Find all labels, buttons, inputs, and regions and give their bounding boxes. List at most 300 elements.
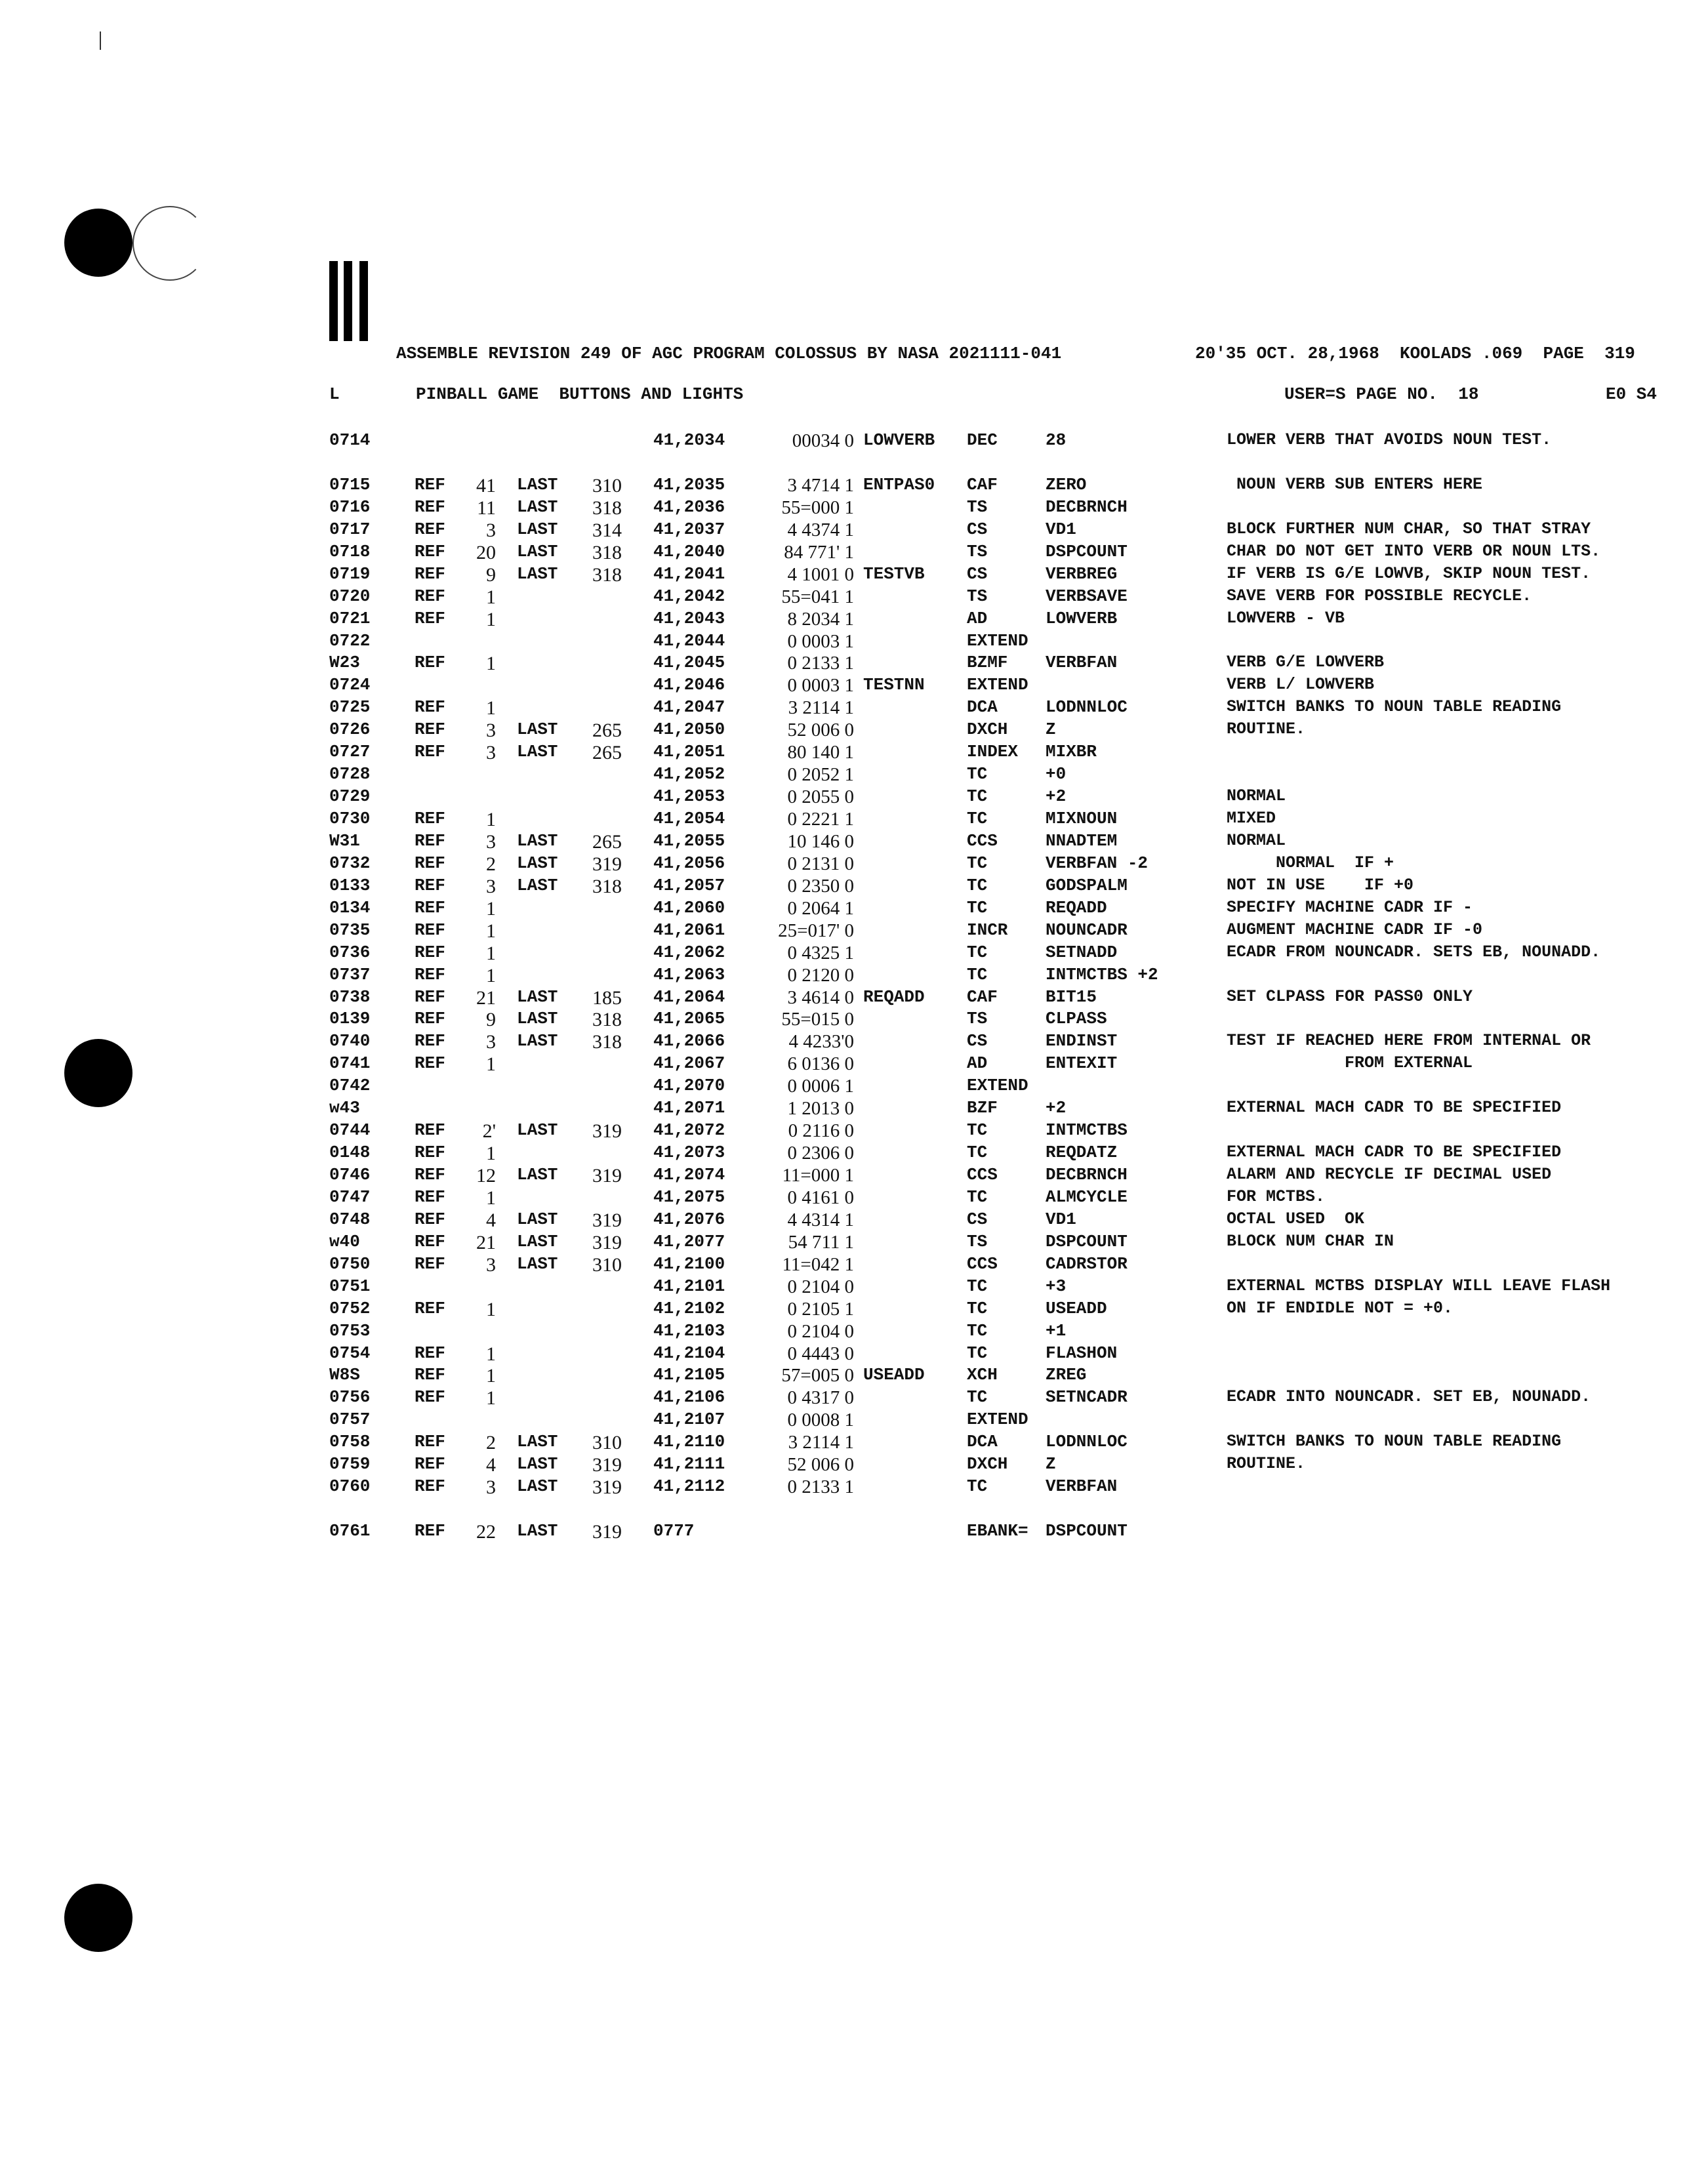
opcode: TC (967, 1343, 988, 1363)
listing-row (0, 1299, 1708, 1321)
line-number: 0742 (329, 1076, 371, 1096)
ref-count: 2 (486, 853, 496, 875)
last-marker: LAST (517, 875, 558, 895)
opcode: CCS (967, 1253, 998, 1274)
address: 41,2111 (653, 1454, 725, 1474)
line-number: 0139 (329, 1009, 371, 1029)
address: 41,2112 (653, 1476, 725, 1497)
section-marker: L (329, 384, 340, 404)
ref-marker: REF (415, 875, 445, 895)
listing-row (0, 586, 1708, 609)
ref-marker: REF (415, 608, 445, 628)
last-marker: LAST (517, 1165, 558, 1185)
line-number: 0752 (329, 1298, 371, 1318)
line-number: 0722 (329, 630, 371, 651)
operand: REQDATZ (1046, 1143, 1118, 1163)
address: 41,2041 (653, 563, 725, 584)
listing-row (0, 1009, 1708, 1031)
ref-marker: REF (415, 1187, 445, 1207)
address: 41,2075 (653, 1187, 725, 1207)
punch-hole-ring (132, 206, 207, 281)
line-number: 0738 (329, 986, 371, 1007)
operand: SETNADD (1046, 942, 1118, 962)
listing-row (0, 1343, 1708, 1366)
ref-marker: REF (415, 1253, 445, 1274)
assembly-listing (0, 430, 1708, 1543)
listing-row (0, 1209, 1708, 1232)
opcode: TC (967, 964, 988, 984)
last-page: 265 (592, 720, 622, 742)
listing-row (0, 542, 1708, 564)
opcode: CS (967, 519, 988, 539)
operand: SETNCADR (1046, 1387, 1128, 1408)
address: 41,2057 (653, 875, 725, 895)
opcode: DCA (967, 697, 998, 718)
comment: AUGMENT MACHINE CADR IF -0 (1227, 920, 1483, 939)
comment: ROUTINE. (1227, 1454, 1306, 1474)
operand: ENTEXIT (1046, 1053, 1118, 1074)
comment: FROM EXTERNAL (1227, 1053, 1473, 1073)
operand: VERBSAVE (1046, 586, 1128, 606)
octal-code: 0 2120 0 (787, 964, 854, 986)
line-number: 0718 (329, 541, 371, 561)
line-number: 0740 (329, 1031, 371, 1051)
ref-marker: REF (415, 920, 445, 940)
listing-row (0, 430, 1708, 453)
last-page: 319 (592, 1209, 622, 1231)
comment: OCTAL USED OK (1227, 1209, 1365, 1228)
last-marker: LAST (517, 1454, 558, 1474)
octal-code: 0 2306 0 (787, 1143, 854, 1164)
opcode: TC (967, 1187, 988, 1207)
comment: ALARM AND RECYCLE IF DECIMAL USED (1227, 1165, 1552, 1184)
opcode: TC (967, 786, 988, 807)
ref-count: 3 (486, 1031, 496, 1053)
octal-code: 3 4714 1 (787, 474, 854, 496)
ref-count: 1 (486, 608, 496, 630)
address: 41,2106 (653, 1387, 725, 1408)
label: USEADD (863, 1365, 925, 1385)
operand: Z (1046, 720, 1056, 740)
comment: CHAR DO NOT GET INTO VERB OR NOUN LTS. (1227, 541, 1601, 561)
opcode: TC (967, 764, 988, 784)
last-marker: LAST (517, 1231, 558, 1251)
operand: DECBRNCH (1046, 1165, 1128, 1185)
line-number: 0746 (329, 1165, 371, 1185)
operand: LODNNLOC (1046, 1432, 1128, 1452)
ref-count: 3 (486, 875, 496, 897)
operand: +2 (1046, 786, 1067, 807)
octal-code: 0 4443 0 (787, 1343, 854, 1364)
address: 41,2104 (653, 1343, 725, 1363)
operand: LOWVERB (1046, 608, 1118, 628)
listing-row (0, 853, 1708, 876)
octal-code: 0 2116 0 (788, 1120, 854, 1142)
address: 41,2060 (653, 897, 725, 918)
ref-marker: REF (415, 519, 445, 539)
listing-row (0, 475, 1708, 497)
operand: REQADD (1046, 897, 1107, 918)
ref-count: 9 (486, 1009, 496, 1031)
ref-count: 4 (486, 1454, 496, 1476)
listing-row (0, 697, 1708, 720)
opcode: TC (967, 875, 988, 895)
opcode: TC (967, 809, 988, 828)
octal-code: 52 006 0 (787, 1454, 854, 1476)
ref-count: 1 (486, 1187, 496, 1209)
octal-code: 0 2350 0 (787, 875, 854, 897)
punch-hole-top (64, 209, 132, 277)
ref-marker: REF (415, 1365, 445, 1385)
comment: BLOCK NUM CHAR IN (1227, 1231, 1394, 1251)
octal-code: 10 146 0 (787, 830, 854, 852)
operand: GODSPALM (1046, 875, 1128, 895)
opcode: INCR (967, 920, 1008, 940)
last-marker: LAST (517, 1031, 558, 1051)
address: 41,2074 (653, 1165, 725, 1185)
last-page: 319 (592, 1521, 622, 1543)
address: 41,2053 (653, 786, 725, 807)
operand: Z (1046, 1454, 1056, 1474)
opcode: INDEX (967, 742, 1019, 762)
comment: LOWVERB - VB (1227, 608, 1345, 628)
line-number: 0715 (329, 474, 371, 495)
opcode: TC (967, 942, 988, 962)
last-page: 185 (592, 986, 622, 1009)
octal-code: 0 2105 1 (787, 1298, 854, 1320)
listing-row (0, 764, 1708, 786)
ref-marker: REF (415, 1143, 445, 1163)
comment: NOUN VERB SUB ENTERS HERE (1227, 474, 1483, 494)
ref-marker: REF (415, 586, 445, 606)
line-number: 0148 (329, 1143, 371, 1163)
octal-code: 3 4614 0 (787, 986, 854, 1008)
line-number: 0134 (329, 897, 371, 918)
address: 41,2061 (653, 920, 725, 940)
octal-code: 0 0008 1 (787, 1410, 854, 1431)
opcode: DEC (967, 430, 998, 450)
listing-row (0, 1321, 1708, 1343)
corner-mark (100, 31, 101, 50)
octal-code: 1 2013 0 (787, 1098, 854, 1120)
operand: FLASHON (1046, 1343, 1118, 1363)
listing-row (0, 1254, 1708, 1276)
address: 41,2107 (653, 1410, 725, 1430)
address: 41,2036 (653, 497, 725, 517)
address: 41,2076 (653, 1209, 725, 1229)
last-marker: LAST (517, 541, 558, 561)
line-number: 0133 (329, 875, 371, 895)
line-number: 0719 (329, 563, 371, 584)
opcode: CAF (967, 986, 998, 1007)
listing-row (0, 1031, 1708, 1053)
ref-marker: REF (415, 1231, 445, 1251)
ref-count: 3 (486, 742, 496, 764)
comment: MIXED (1227, 809, 1276, 828)
ref-marker: REF (415, 1209, 445, 1229)
ref-count: 1 (486, 942, 496, 964)
address: 41,2105 (653, 1365, 725, 1385)
ref-count: 1 (486, 809, 496, 830)
address: 41,2047 (653, 697, 725, 718)
opcode: CS (967, 563, 988, 584)
operand: BIT15 (1046, 986, 1097, 1007)
ref-count: 1 (486, 586, 496, 608)
user-page-number: USER=S PAGE NO. 18 (1284, 384, 1479, 404)
ref-marker: REF (415, 1454, 445, 1474)
last-marker: LAST (517, 1521, 558, 1541)
address: 41,2072 (653, 1120, 725, 1141)
ref-count: 21 (476, 986, 496, 1009)
line-number: 0735 (329, 920, 371, 940)
octal-code: 11=000 1 (782, 1165, 854, 1186)
comment: ON IF ENDIDLE NOT = +0. (1227, 1298, 1454, 1318)
comment: EXTERNAL MCTBS DISPLAY WILL LEAVE FLASH (1227, 1276, 1611, 1295)
octal-code: 0 2221 1 (787, 809, 854, 830)
operand: VERBFAN (1046, 653, 1118, 673)
octal-code: 0 4325 1 (787, 942, 854, 964)
ref-count: 4 (486, 1209, 496, 1231)
operand: +2 (1046, 1098, 1067, 1118)
line-number: 0748 (329, 1209, 371, 1229)
ref-count: 1 (486, 1343, 496, 1365)
line-number: 0753 (329, 1320, 371, 1341)
punch-hole-bottom (64, 1884, 132, 1952)
label: TESTVB (863, 563, 925, 584)
octal-code: 0 2133 1 (787, 653, 854, 674)
line-number: 0717 (329, 519, 371, 539)
comment: FOR MCTBS. (1227, 1187, 1326, 1206)
octal-code: 55=000 1 (781, 497, 854, 518)
label: LOWVERB (863, 430, 935, 450)
operand: VERBREG (1046, 563, 1118, 584)
last-marker: LAST (517, 1432, 558, 1452)
ref-count: 1 (486, 1053, 496, 1076)
operand: VERBFAN -2 (1046, 853, 1149, 873)
listing-row (0, 1143, 1708, 1165)
address: 41,2066 (653, 1031, 725, 1051)
octal-code: 55=041 1 (781, 586, 854, 607)
address: 41,2056 (653, 853, 725, 873)
line-number: 0760 (329, 1476, 371, 1497)
ref-marker: REF (415, 541, 445, 561)
opcode: AD (967, 608, 988, 628)
listing-spacer (0, 453, 1708, 475)
section-title: PINBALL GAME BUTTONS AND LIGHTS (416, 384, 744, 404)
listing-row (0, 631, 1708, 653)
ref-count: 1 (486, 1387, 496, 1410)
octal-code: 11=042 1 (782, 1253, 854, 1275)
comment: ECADR FROM NOUNCADR. SETS EB, NOUNADD. (1227, 942, 1601, 962)
address: 41,2044 (653, 630, 725, 651)
opcode: CS (967, 1031, 988, 1051)
ref-count: 41 (476, 474, 496, 497)
last-page: 314 (592, 519, 622, 541)
opcode: EXTEND (967, 630, 1028, 651)
ref-count: 3 (486, 830, 496, 853)
comment: EXTERNAL MACH CADR TO BE SPECIFIED (1227, 1098, 1562, 1118)
opcode: XCH (967, 1365, 998, 1385)
listing-title: ASSEMBLE REVISION 249 OF AGC PROGRAM COLOSSUS BY NASA 2021111-041 (396, 344, 1062, 363)
opcode: CCS (967, 1165, 998, 1185)
last-marker: LAST (517, 1253, 558, 1274)
ref-marker: REF (415, 1432, 445, 1452)
comment: LOWER VERB THAT AVOIDS NOUN TEST. (1227, 430, 1552, 449)
operand: DSPCOUNT (1046, 541, 1128, 561)
opcode: TC (967, 853, 988, 873)
listing-row (0, 1365, 1708, 1387)
octal-code: 52 006 0 (787, 720, 854, 741)
line-number: 0741 (329, 1053, 371, 1074)
operand: DECBRNCH (1046, 497, 1128, 517)
opcode: CAF (967, 474, 998, 495)
ref-count: 3 (486, 720, 496, 742)
comment: VERB G/E LOWVERB (1227, 653, 1385, 672)
ref-marker: REF (415, 897, 445, 918)
listing-date-page: 20'35 OCT. 28,1968 KOOLADS .069 PAGE 319 (1195, 344, 1635, 363)
ref-count: 12 (476, 1165, 496, 1187)
octal-code: 0 2131 0 (787, 853, 854, 874)
address: 41,2050 (653, 720, 725, 740)
listing-row (0, 1053, 1708, 1076)
line-number: 0757 (329, 1410, 371, 1430)
address: 41,2065 (653, 1009, 725, 1029)
code-reference: E0 S4 (1606, 384, 1657, 404)
opcode: DXCH (967, 720, 1008, 740)
line-number: 0758 (329, 1432, 371, 1452)
address: 41,2055 (653, 830, 725, 851)
line-number: 0724 (329, 675, 371, 695)
ref-count: 1 (486, 1298, 496, 1320)
last-page: 318 (592, 497, 622, 519)
ref-count: 9 (486, 563, 496, 586)
listing-row (0, 1165, 1708, 1187)
listing-row (0, 1098, 1708, 1120)
octal-code: 6 0136 0 (787, 1053, 854, 1075)
address: 41,2045 (653, 653, 725, 673)
ref-count: 11 (477, 497, 496, 519)
opcode: TC (967, 1298, 988, 1318)
listing-row (0, 943, 1708, 965)
operand: MIXNOUN (1046, 809, 1118, 828)
octal-code: 0 2052 1 (787, 764, 854, 786)
comment: EXTERNAL MACH CADR TO BE SPECIFIED (1227, 1143, 1562, 1162)
ref-count: 1 (486, 653, 496, 675)
operand: 28 (1046, 430, 1067, 450)
ref-marker: REF (415, 942, 445, 962)
ref-marker: REF (415, 1298, 445, 1318)
octal-code: 00034 0 (792, 430, 854, 451)
line-number: 0727 (329, 742, 371, 762)
opcode: DCA (967, 1432, 998, 1452)
line-number: 0751 (329, 1276, 371, 1296)
operand: +1 (1046, 1320, 1067, 1341)
octal-code: 0 2104 0 (787, 1320, 854, 1342)
listing-row (0, 1521, 1708, 1543)
comment: SAVE VERB FOR POSSIBLE RECYCLE. (1227, 586, 1532, 605)
ref-marker: REF (415, 830, 445, 851)
ref-count: 1 (486, 964, 496, 986)
ref-marker: REF (415, 1120, 445, 1141)
comment: NOT IN USE IF +0 (1227, 875, 1414, 895)
line-number: 0736 (329, 942, 371, 962)
listing-row (0, 876, 1708, 898)
line-number: 0761 (329, 1521, 371, 1541)
line-number: W31 (329, 830, 360, 851)
ref-marker: REF (415, 1521, 445, 1541)
octal-code: 25=017' 0 (778, 920, 854, 941)
opcode: TS (967, 497, 988, 517)
operand: ENDINST (1046, 1031, 1118, 1051)
ref-marker: REF (415, 986, 445, 1007)
octal-code: 8 2034 1 (787, 608, 854, 630)
listing-row (0, 1410, 1708, 1432)
listing-row (0, 519, 1708, 542)
octal-code: 0 0003 1 (787, 630, 854, 652)
octal-code: 0 0003 1 (787, 675, 854, 697)
operand: VD1 (1046, 519, 1076, 539)
listing-row (0, 653, 1708, 675)
listing-row (0, 1232, 1708, 1254)
operand: VD1 (1046, 1209, 1076, 1229)
opcode: EXTEND (967, 1410, 1028, 1430)
last-page: 310 (592, 474, 622, 497)
octal-code: 3 2114 1 (788, 1432, 854, 1453)
opcode: TS (967, 1231, 988, 1251)
line-number: W23 (329, 653, 360, 673)
listing-row (0, 987, 1708, 1009)
address: 41,2071 (653, 1098, 725, 1118)
octal-code: 3 2114 1 (788, 697, 854, 719)
ref-count: 1 (486, 920, 496, 942)
address: 41,2034 (653, 430, 725, 450)
address: 41,2101 (653, 1276, 725, 1296)
ref-marker: REF (415, 563, 445, 584)
last-page: 265 (592, 742, 622, 764)
line-number: 0744 (329, 1120, 371, 1141)
ref-count: 1 (486, 697, 496, 720)
ref-count: 21 (476, 1231, 496, 1253)
comment: VERB L/ LOWVERB (1227, 675, 1375, 695)
last-page: 319 (592, 1231, 622, 1253)
octal-code: 0 2064 1 (787, 897, 854, 919)
listing-row (0, 1187, 1708, 1209)
opcode: EBANK= (967, 1521, 1028, 1541)
comment: BLOCK FURTHER NUM CHAR, SO THAT STRAY (1227, 519, 1591, 538)
octal-code: 57=005 0 (781, 1365, 854, 1387)
ref-marker: REF (415, 853, 445, 873)
octal-code: 4 1001 0 (787, 563, 854, 585)
opcode: TC (967, 1276, 988, 1296)
opcode: TC (967, 1387, 988, 1408)
octal-code: 4 4374 1 (787, 519, 854, 540)
operand: ZREG (1046, 1365, 1087, 1385)
listing-row (0, 1276, 1708, 1299)
last-marker: LAST (517, 742, 558, 762)
octal-code: 0 2055 0 (787, 786, 854, 808)
listing-row (0, 1476, 1708, 1499)
label: ENTPAS0 (863, 474, 935, 495)
ref-count: 3 (486, 519, 496, 541)
address: 41,2040 (653, 541, 725, 561)
opcode: TS (967, 1009, 988, 1029)
line-number: 0716 (329, 497, 371, 517)
ref-marker: REF (415, 1053, 445, 1074)
address: 41,2064 (653, 986, 725, 1007)
octal-code: 54 711 1 (788, 1231, 854, 1253)
last-page: 319 (592, 853, 622, 875)
line-number: 0714 (329, 430, 371, 450)
